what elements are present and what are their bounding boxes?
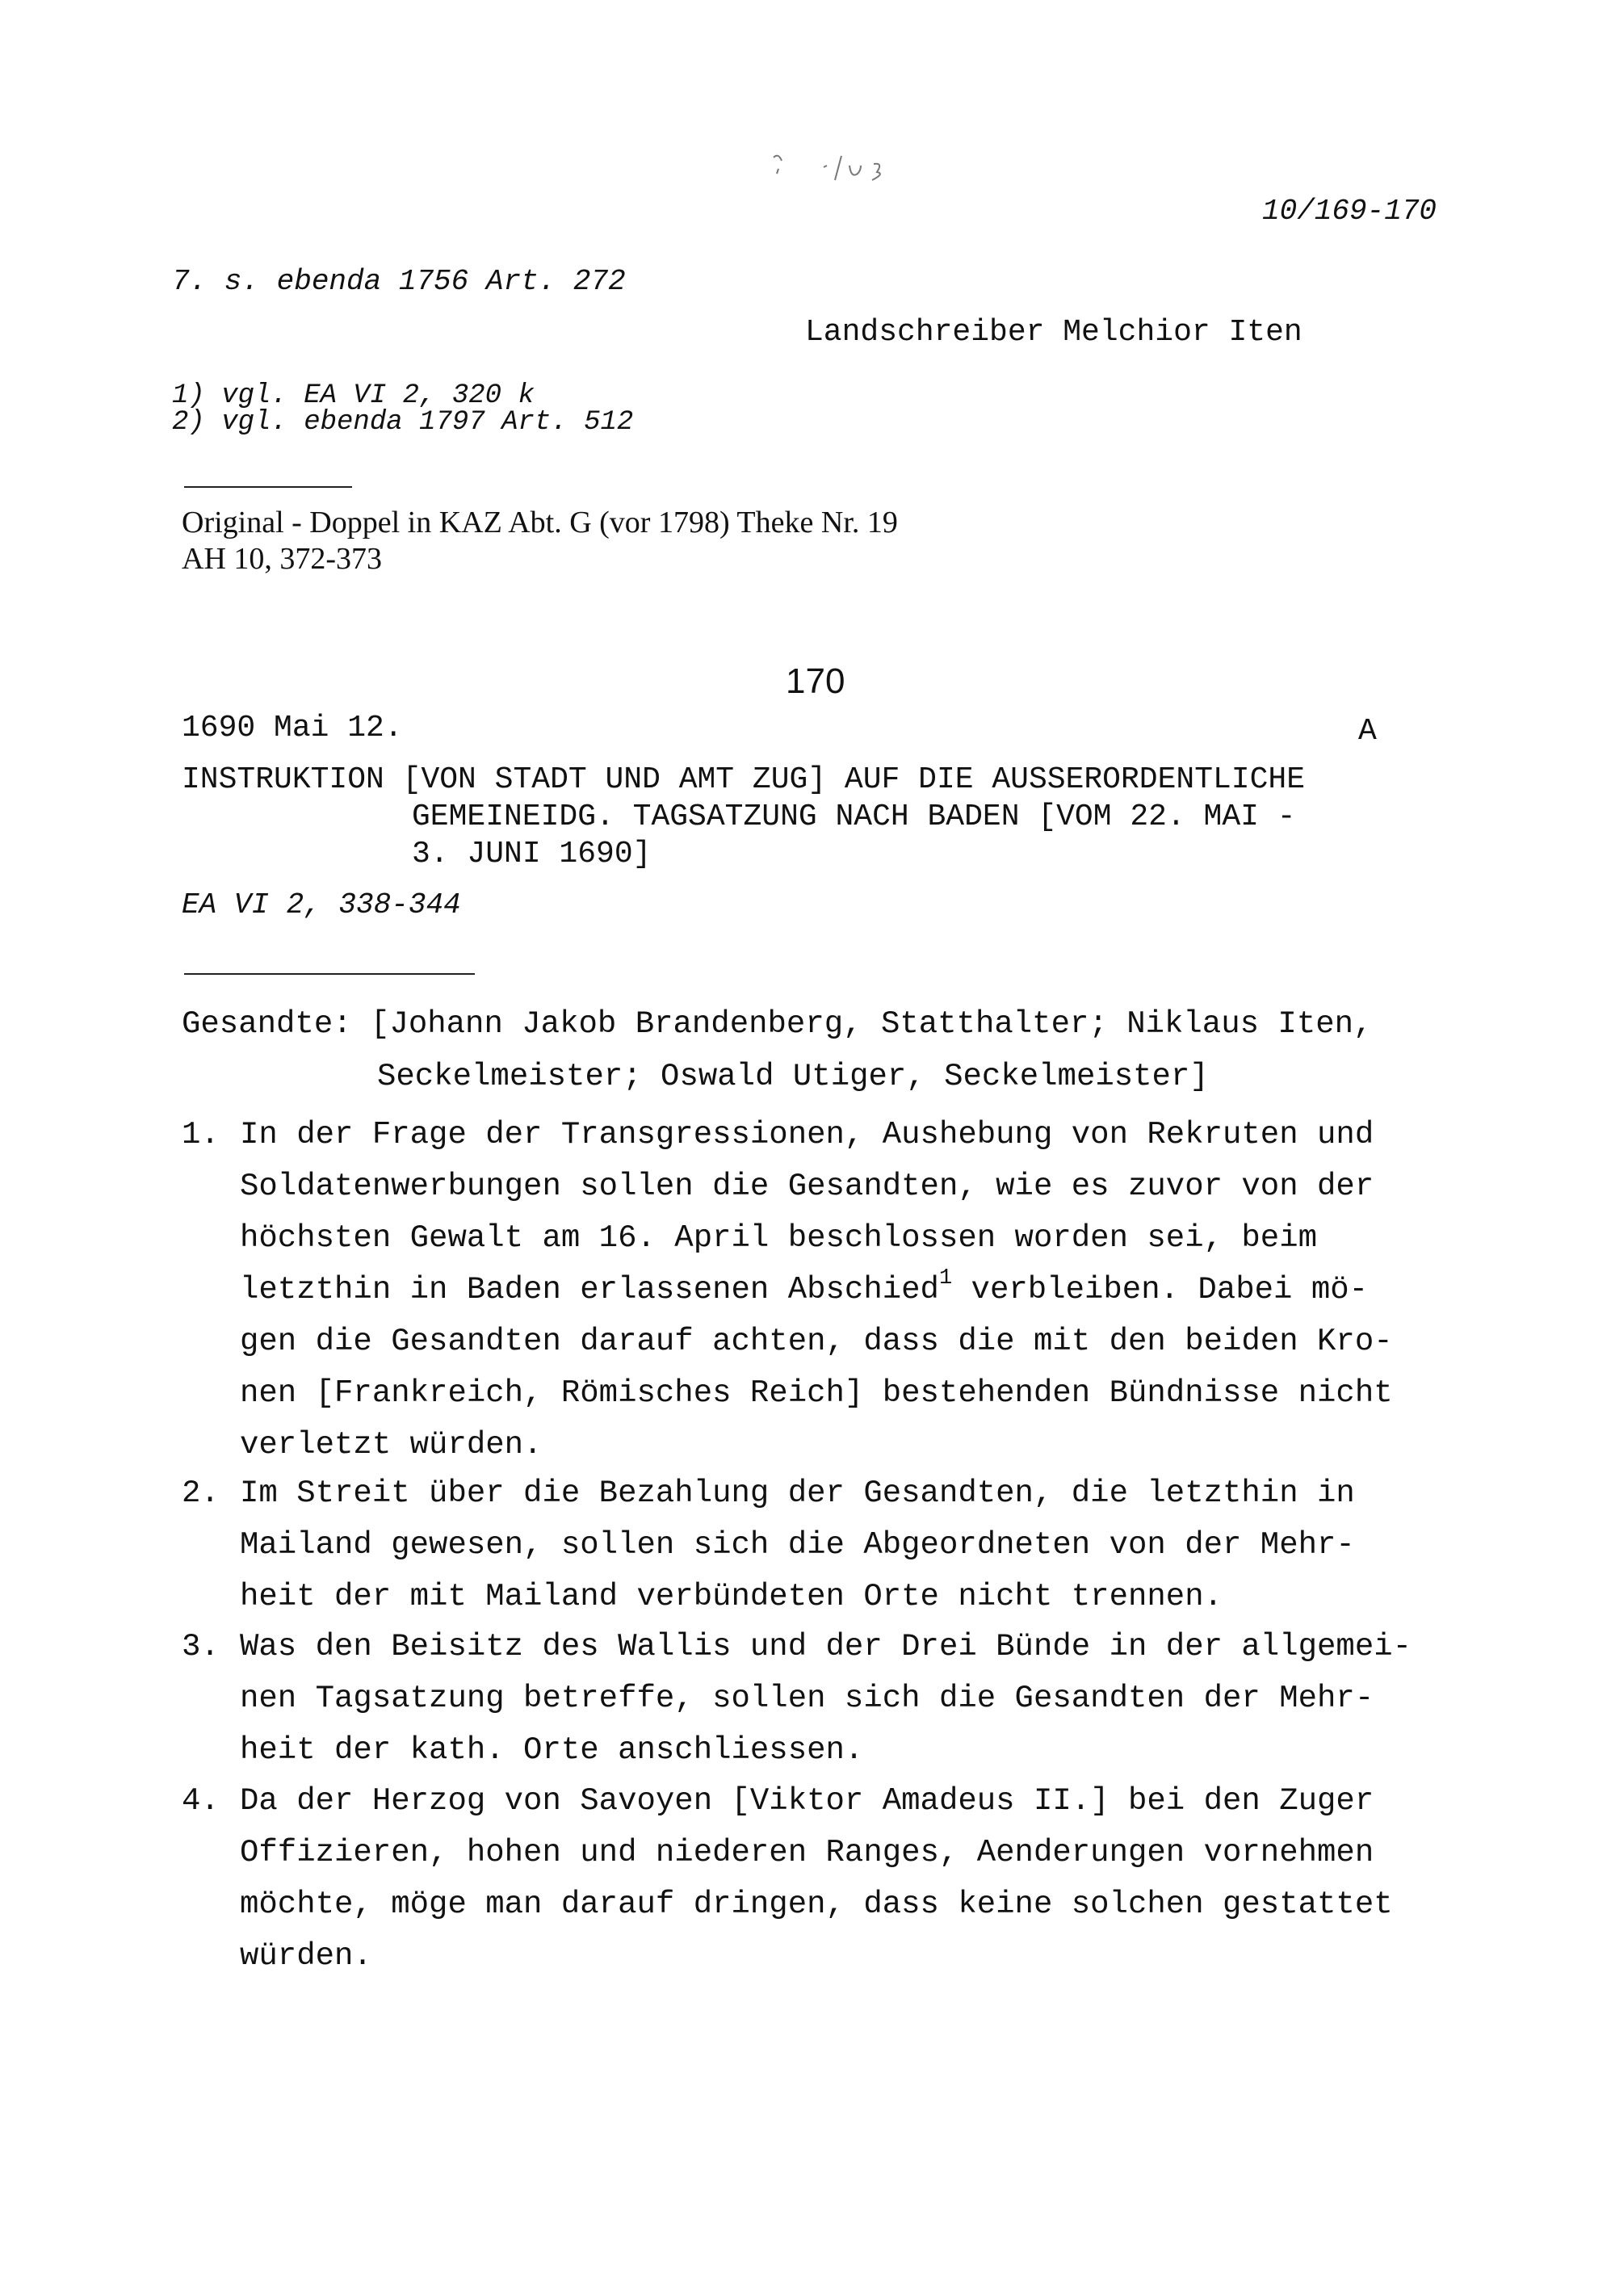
- document-marker: A: [1358, 714, 1377, 749]
- item-number: 3.: [182, 1629, 220, 1664]
- note-7: 7. s. ebenda 1756 Art. 272: [172, 265, 626, 298]
- item-line: möchte, möge man darauf dringen, dass keine solchen gestattet: [240, 1887, 1393, 1922]
- item-text: [240, 1109, 1393, 1471]
- title-line-2: GEMEINEIDG. TAGSATZUNG NACH BADEN [VOM 22. MAI -: [412, 800, 1296, 834]
- item-line: heit der kath. Orte anschliessen.: [240, 1732, 864, 1768]
- item-text: [240, 1775, 1393, 1982]
- document-date: 1690 Mai 12.: [182, 711, 403, 745]
- item-line: Da der Herzog von Savoyen [Viktor Amadeus II.] bei den Zuger: [240, 1783, 1374, 1819]
- item-line: In der Frage der Transgressionen, Aushebung von Rekruten und: [240, 1117, 1374, 1152]
- item-line: Mailand gewesen, sollen sich die Abgeordneten von der Mehr-: [240, 1527, 1355, 1563]
- envoys-line-1: Gesandte: [Johann Jakob Brandenberg, Statthalter; Niklaus Iten,: [182, 1006, 1373, 1042]
- footnote-1: 1) vgl. EA VI 2, 320 k: [172, 380, 535, 411]
- item-line: gen die Gesandten darauf achten, dass die mit den beiden Kro-: [240, 1324, 1393, 1359]
- item-line: Im Streit über die Bezahlung der Gesandten, die letzthin in: [240, 1475, 1355, 1511]
- item-line: verletzt würden.: [240, 1427, 543, 1463]
- ah-reference: AH 10, 372-373: [182, 542, 383, 576]
- separator-rule-2: [184, 973, 475, 975]
- item-line: nen Tagsatzung betreffe, sollen sich die Gesandten der Mehr-: [240, 1681, 1374, 1716]
- item-line-head: letzthin in Baden erlassenen Abschied: [240, 1272, 939, 1308]
- item-text: [240, 1621, 1412, 1776]
- handwritten-archive-mark: [767, 133, 929, 198]
- item-number: 1.: [182, 1117, 220, 1152]
- item-text: [240, 1467, 1355, 1622]
- signature-line: Landschreiber Melchior Iten: [805, 315, 1302, 350]
- item-line: Soldatenwerbungen sollen die Gesandten, wie es zuvor von der: [240, 1169, 1374, 1204]
- item-line: Offizieren, hohen und niederen Ranges, Aenderungen vornehmen: [240, 1835, 1374, 1870]
- item-line: höchsten Gewalt am 16. April beschlossen worden sei, beim: [240, 1220, 1318, 1256]
- item-line: Was den Beisitz des Wallis und der Drei Bünde in der allgemei-: [240, 1629, 1412, 1664]
- footnote-2: 2) vgl. ebenda 1797 Art. 512: [172, 407, 634, 438]
- original-reference: Original - Doppel in KAZ Abt. G (vor 1798) Theke Nr. 19: [182, 506, 898, 539]
- item-line: würden.: [240, 1938, 372, 1974]
- envoys-line-2: Seckelmeister; Oswald Utiger, Seckelmeister]: [377, 1059, 1209, 1094]
- separator-rule: [184, 486, 352, 488]
- page-reference: 10/169-170: [1262, 195, 1437, 228]
- footnote-mark: 1: [938, 1266, 953, 1291]
- item-line: [240, 1264, 1393, 1316]
- source-reference: EA VI 2, 338-344: [182, 888, 461, 921]
- item-number: 2.: [182, 1475, 220, 1511]
- item-line: heit der mit Mailand verbündeten Orte nicht trennen.: [240, 1579, 1223, 1614]
- item-number: 4.: [182, 1783, 220, 1819]
- title-line-1: INSTRUKTION [VON STADT UND AMT ZUG] AUF DIE AUSSERORDENTLICHE: [182, 762, 1306, 797]
- item-line: nen [Frankreich, Römisches Reich] bestehenden Bündnisse nicht: [240, 1375, 1393, 1411]
- item-line-tail: verbleiben. Dabei mö-: [952, 1272, 1369, 1308]
- document-number: 170: [786, 661, 845, 701]
- title-line-3: 3. JUNI 1690]: [412, 837, 652, 871]
